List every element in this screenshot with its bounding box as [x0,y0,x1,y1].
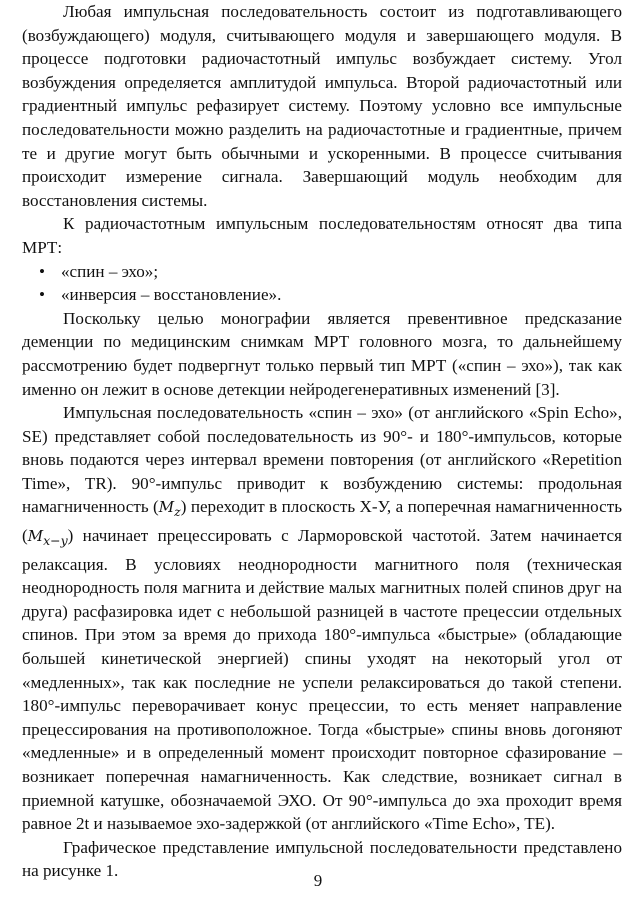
bullet-icon: • [39,261,45,281]
list-item-text: «инверсия – восстановление». [61,285,282,305]
math-m-x-y: $M_{x-y}$ [27,527,68,549]
paragraph-rf-sequences-intro: К радиочастотным импульсным последовательностям относят два типа МРТ: [22,214,622,257]
bullet-icon: • [39,285,45,305]
math-m-z: $M_z$ [158,498,181,520]
paragraph-segment: ) начинает прецессировать с Ларморовской частотой. Затем начинается релаксация. В условиях неоднородности магнитного поля (техническая неоднородность поля магнита и действие малых магнитных полей спинов друг на друга) расфазировка идет с небольшой разницей в частоте прецессии отдельных спинов. При этом за время до прихода 180°-импульса «быстрые» (обладающие большей кинетической энергией) спины уходят на некоторый угол от «медленных», так как последние не успели релаксироваться до такой степени. 180°-импульс переворачивает конус прецессии, то есть меняет направление прецессирования на противоположное. Тогда «быстрые» спины вновь догоняют «медленные» и в определенный момент происходит повторное сфазирование – возникает поперечная намагниченность. Как следствие, возникает сигнал в приемной катушке, обозначаемой ЭХО. От 90°-импульса до эха проходит время равное 2t и называемое эхо-задержкой (от английского «Time Echo», TE). [22,526,622,834]
list-item-text: «спин – эхо»; [61,261,159,281]
list-item [39,260,622,284]
paragraph-spin-echo [22,401,622,836]
list-item [39,283,622,307]
paragraph-segment: ) переходит в плоскость X-У, а поперечная намагниченность ( [22,497,622,546]
paragraph-figure-reference: Графическое представление импульсной последовательности представлено на рисунке 1. [22,837,622,881]
paragraph-segment: Импульсная последовательность «спин – эхо» (от английского «Spin Echo», SE) представляет собой последовательность из 90°- и 180°-импульсов, которые вновь подаются через интервал времени повторения (от английского «Repetition Time», TR). 90°-импульс приводит к возбуждению системы: продольная намагниченность ( [22,403,622,517]
page-number: 9 [313,871,323,890]
mri-types-list [22,260,622,307]
paragraph-pulse-sequence-modules: Любая импульсная последовательность состоит из подготавливающего (возбуждающего) модуля, считывающего модуля и завершающего модуля. В процессе подготовки радиочастотный импульс возбуждает систему. Угол возбуждения определяется амплитудой импульса. Второй радиочастотный или градиентный импульс рефазирует систему. Поэтому условно все импульсные последовательности можно разделить на радиочастотные и градиентные, причем те и другие могут быть обычными и ускоренными. В процессе считывания происходит измерение сигнала. Завершающий модуль необходим для восстановления системы. [22,2,622,210]
body-text [22,0,622,883]
paragraph-monograph-goal: Поскольку целью монографии является превентивное предсказание деменции по медицинским снимкам МРТ головного мозга, то дальнейшему рассмотрению будет подвергнут только первый тип МРТ («спин – эхо»), так как именно он лежит в основе детекции нейродегенеративных изменений [3]. [22,308,622,399]
